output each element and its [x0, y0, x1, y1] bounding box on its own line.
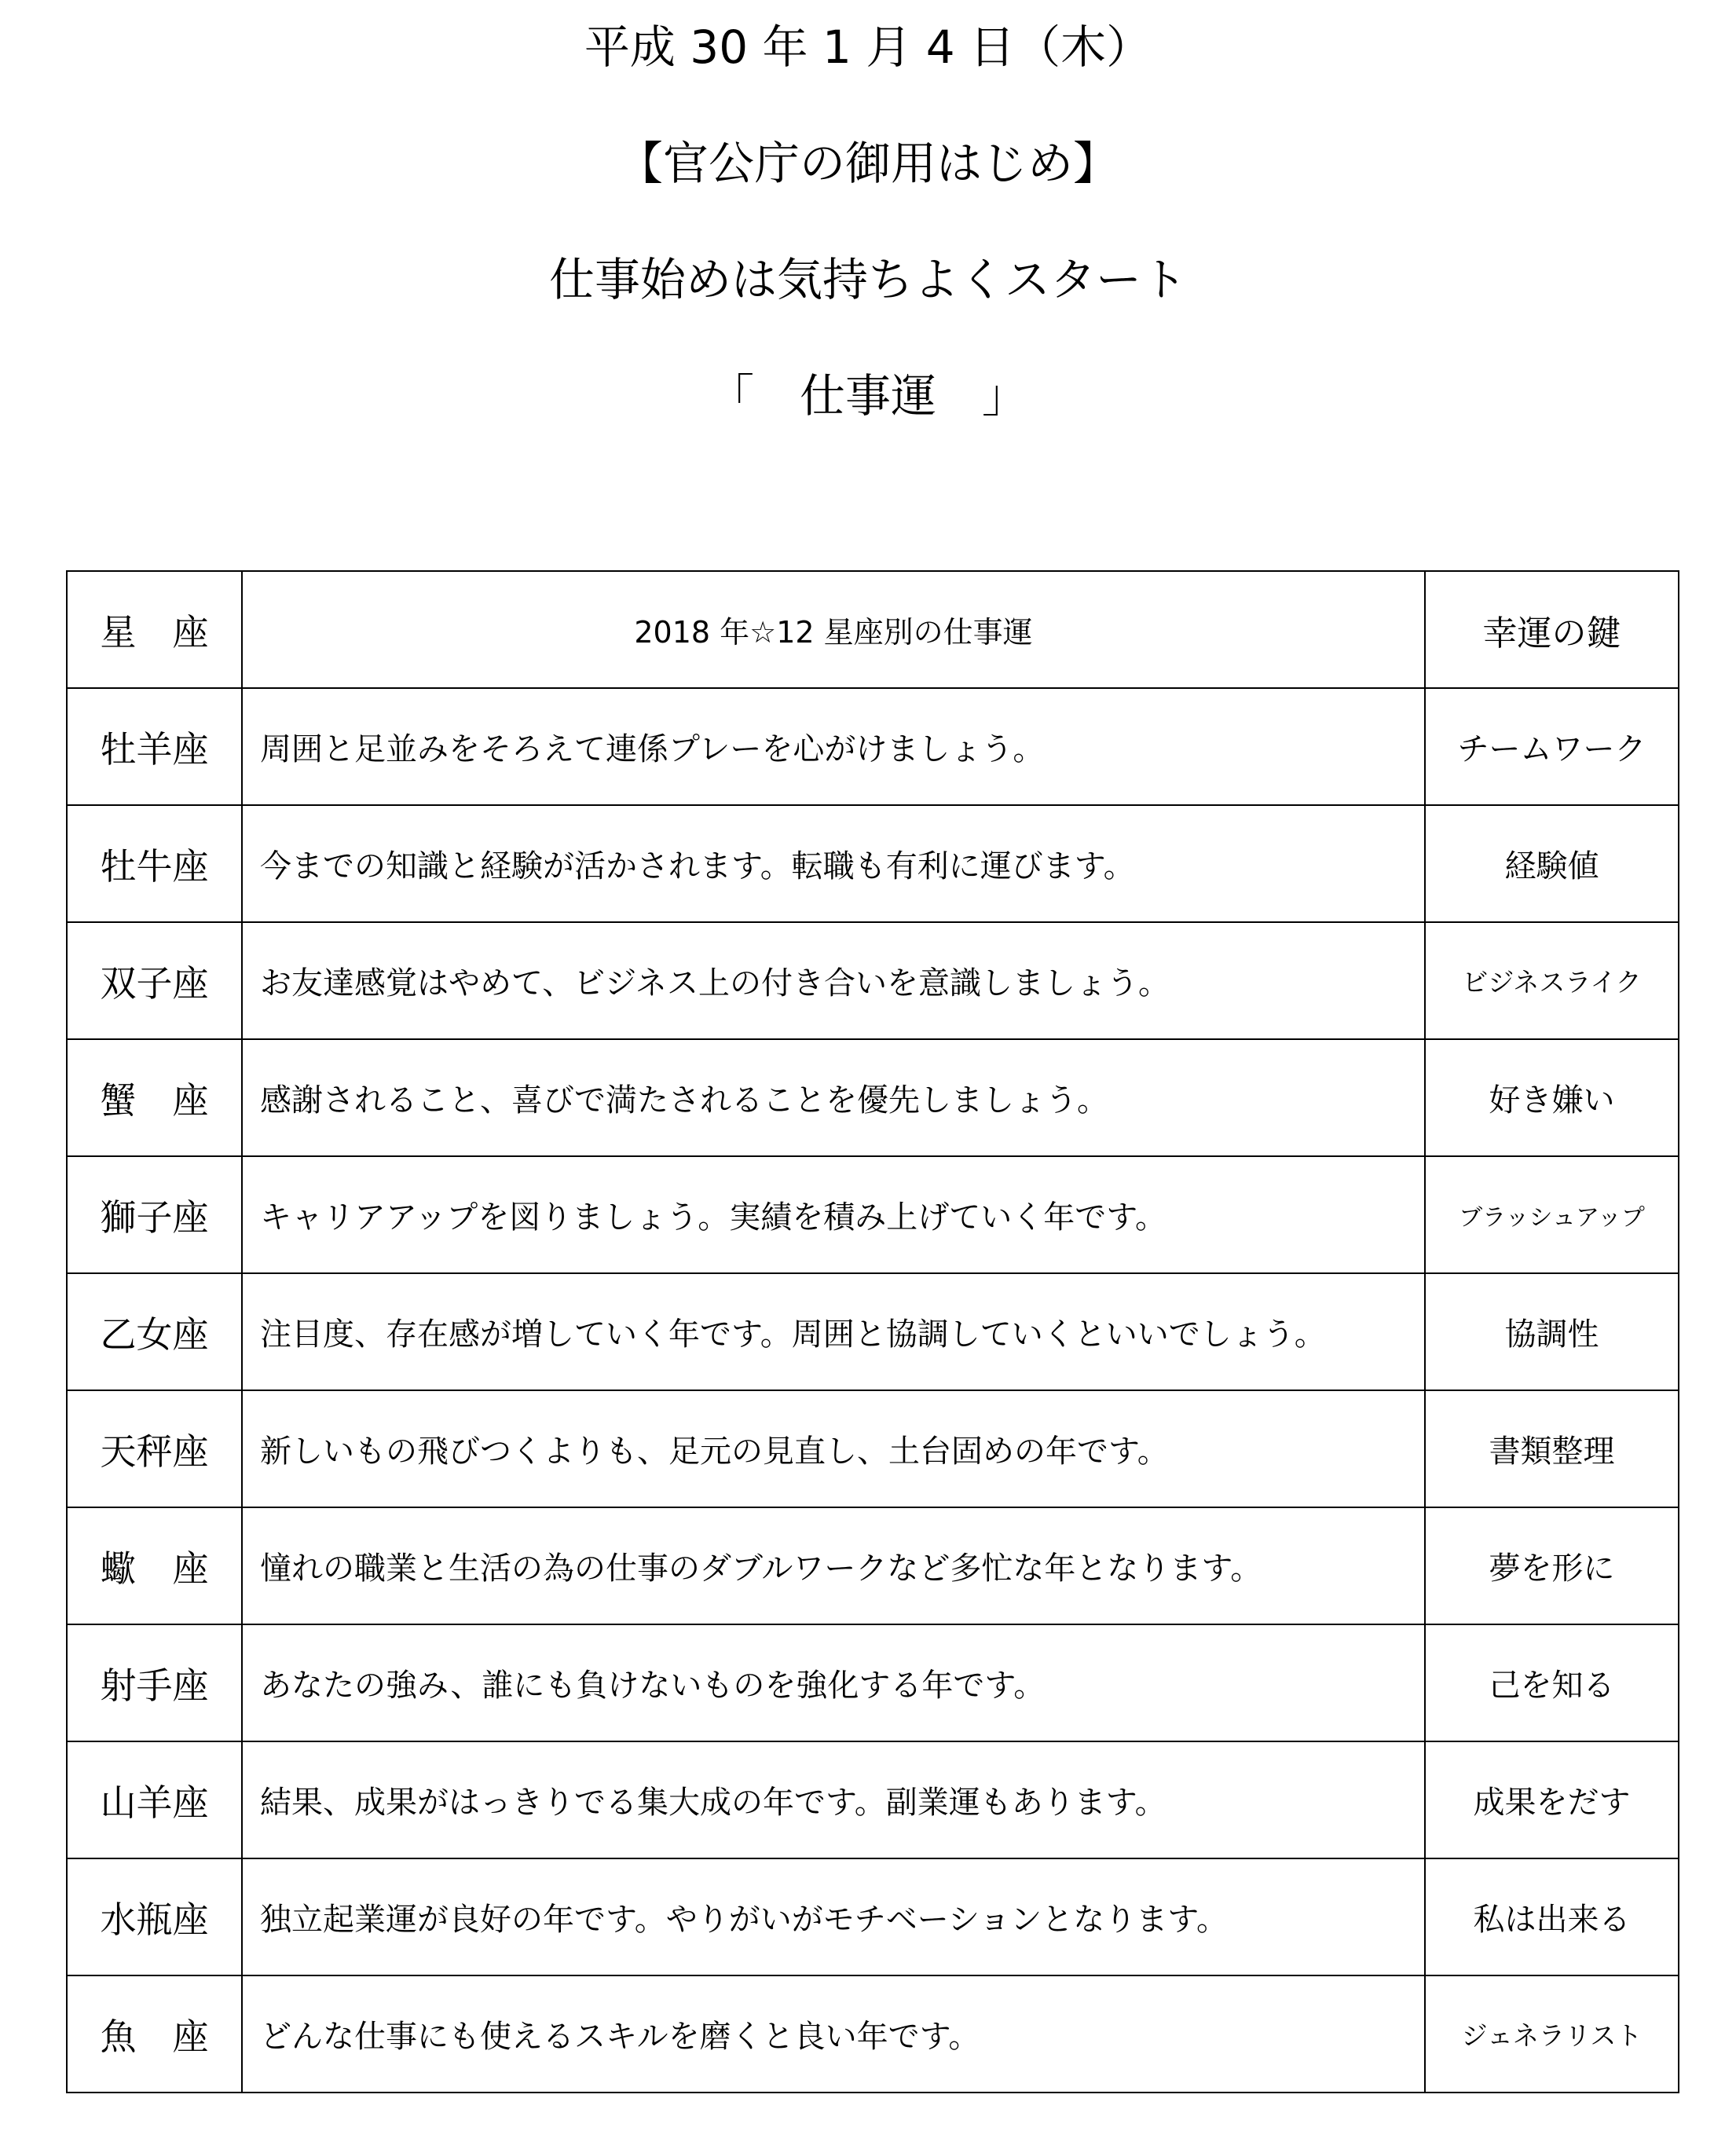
lucky-key: 私は出来る	[1425, 1858, 1679, 1975]
lucky-key: 書類整理	[1425, 1390, 1679, 1507]
fortune-text: 感謝されること、喜びで満たされることを優先しましょう。	[242, 1039, 1425, 1156]
zodiac-sign: 山羊座	[67, 1741, 242, 1858]
fortune-text: 注目度、存在感が増していく年です。周囲と協調していくといいでしょう。	[242, 1273, 1425, 1390]
table-row	[67, 1273, 1679, 1390]
table-row	[67, 1741, 1679, 1858]
table-row	[67, 1156, 1679, 1273]
fortune-text: 周囲と足並みをそろえて連係プレーを心がけましょう。	[242, 688, 1425, 805]
lucky-key: 成果をだす	[1425, 1741, 1679, 1858]
lucky-key: ビジネスライク	[1425, 922, 1679, 1039]
fortune-text: あなたの強み、誰にも負けないものを強化する年です。	[242, 1624, 1425, 1741]
lucky-key: 協調性	[1425, 1273, 1679, 1390]
fortune-text: 独立起業運が良好の年です。やりがいがモチベーションとなります。	[242, 1858, 1425, 1975]
fortune-text: 憧れの職業と生活の為の仕事のダブルワークなど多忙な年となります。	[242, 1507, 1425, 1624]
lucky-key: 経験値	[1425, 805, 1679, 922]
column-header-sign: 星 座	[67, 571, 242, 688]
table-row	[67, 1858, 1679, 1975]
column-header-lucky-key: 幸運の鍵	[1425, 571, 1679, 688]
zodiac-sign: 牡牛座	[67, 805, 242, 922]
table-row	[67, 1624, 1679, 1741]
fortune-text: 今までの知識と経験が活かされます。転職も有利に運びます。	[242, 805, 1425, 922]
table-row	[67, 922, 1679, 1039]
fortune-text: 新しいもの飛びつくよりも、足元の見直し、土台固めの年です。	[242, 1390, 1425, 1507]
lucky-key: チームワーク	[1425, 688, 1679, 805]
lucky-key: 己を知る	[1425, 1624, 1679, 1741]
fortune-text: どんな仕事にも使えるスキルを磨くと良い年です。	[242, 1975, 1425, 2093]
lucky-key: 夢を形に	[1425, 1507, 1679, 1624]
zodiac-sign: 魚 座	[67, 1975, 242, 2093]
zodiac-sign: 蠍 座	[67, 1507, 242, 1624]
fortune-text: キャリアアップを図りましょう。実績を積み上げていく年です。	[242, 1156, 1425, 1273]
lucky-key: 好き嫌い	[1425, 1039, 1679, 1156]
zodiac-sign: 牡羊座	[67, 688, 242, 805]
table-row	[67, 1975, 1679, 2093]
table-row	[67, 1390, 1679, 1507]
zodiac-sign: 射手座	[67, 1624, 242, 1741]
zodiac-sign: 蟹 座	[67, 1039, 242, 1156]
horoscope-table	[66, 570, 1679, 2093]
zodiac-sign: 天秤座	[67, 1390, 242, 1507]
fortune-text: お友達感覚はやめて、ビジネス上の付き合いを意識しましょう。	[242, 922, 1425, 1039]
lucky-key: ブラッシュアップ	[1425, 1156, 1679, 1273]
lucky-key: ジェネラリスト	[1425, 1975, 1679, 2093]
zodiac-sign: 水瓶座	[67, 1858, 242, 1975]
table-header-row	[67, 571, 1679, 688]
zodiac-sign: 獅子座	[67, 1156, 242, 1273]
document-subtitle: 仕事始めは気持ちよくスタート	[548, 253, 1187, 306]
fortune-text: 結果、成果がはっきりでる集大成の年です。副業運もあります。	[242, 1741, 1425, 1858]
table-row	[67, 1507, 1679, 1624]
table-row	[67, 805, 1679, 922]
document-theme: 「 仕事運 」	[708, 369, 1027, 423]
zodiac-sign: 乙女座	[67, 1273, 242, 1390]
document-date: 平成 30 年 1 月 4 日（木）	[584, 20, 1152, 74]
zodiac-sign: 双子座	[67, 922, 242, 1039]
document-heading: 【官公庁の御用はじめ】	[617, 137, 1119, 190]
table-row	[67, 1039, 1679, 1156]
table-row	[67, 688, 1679, 805]
column-header-fortune: 2018 年☆12 星座別の仕事運	[242, 571, 1425, 688]
